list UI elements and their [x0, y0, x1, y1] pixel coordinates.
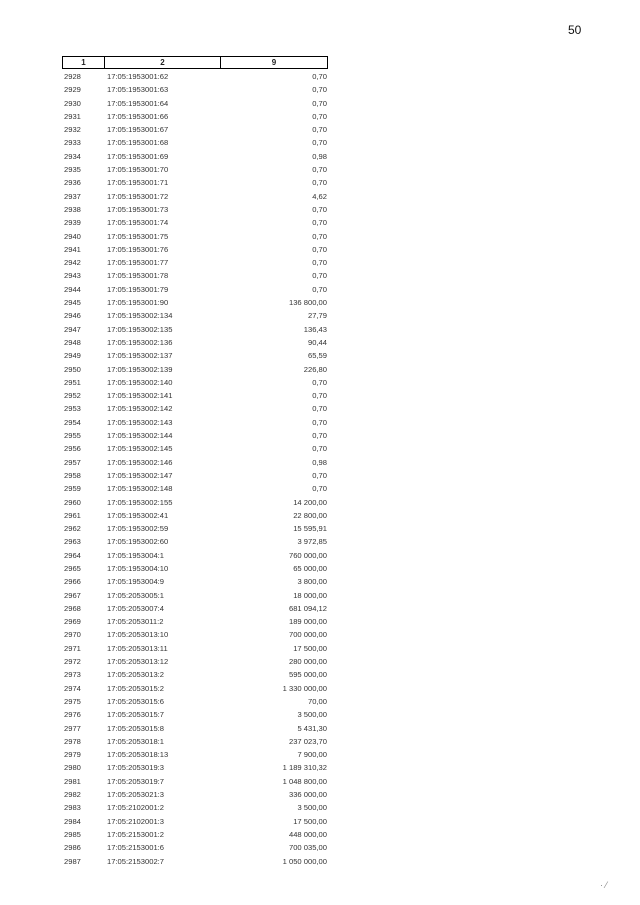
row-value: 1 189 310,32 [282, 763, 327, 773]
cadastral-number: 17:05:2053019:7 [107, 776, 165, 786]
table-row [62, 748, 328, 761]
cadastral-number: 17:05:2053013:2 [107, 670, 165, 680]
table-row [62, 376, 328, 389]
cadastral-number: 17:05:1953001:64 [107, 98, 169, 108]
table-row [62, 402, 328, 415]
row-number: 2956 [64, 444, 81, 454]
table-row [62, 429, 328, 442]
row-value: 0,70 [312, 417, 327, 427]
table-row [62, 296, 328, 309]
table-row [62, 562, 328, 575]
cadastral-number: 17:05:1953002:148 [107, 484, 173, 494]
cadastral-number: 17:05:1953001:70 [107, 165, 169, 175]
cadastral-number: 17:05:1953002:145 [107, 444, 173, 454]
header-col-9: 9 [271, 58, 277, 67]
cadastral-number: 17:05:1953001:74 [107, 218, 169, 228]
cadastral-number: 17:05:2153001:2 [107, 829, 165, 839]
cadastral-number: 17:05:1953001:72 [107, 191, 169, 201]
row-number: 2972 [64, 657, 81, 667]
cadastral-number: 17:05:2053015:2 [107, 683, 165, 693]
cadastral-number: 17:05:1953001:63 [107, 85, 169, 95]
row-number: 2942 [64, 258, 81, 268]
row-value: 1 050 000,00 [282, 856, 327, 866]
row-number: 2960 [64, 497, 81, 507]
row-value: 0,70 [312, 111, 327, 121]
row-value: 7 900,00 [297, 750, 327, 760]
cadastral-number: 17:05:1953001:67 [107, 125, 169, 135]
table-row [62, 788, 328, 801]
row-number: 2986 [64, 843, 81, 853]
row-value: 0,70 [312, 444, 327, 454]
table-row [62, 150, 328, 163]
table-row [62, 642, 328, 655]
row-number: 2938 [64, 204, 81, 214]
cadastral-number: 17:05:1953001:77 [107, 258, 169, 268]
cadastral-number: 17:05:2153001:6 [107, 843, 165, 853]
row-number: 2936 [64, 178, 81, 188]
row-value: 0,70 [312, 125, 327, 135]
table-row [62, 123, 328, 136]
table-row [62, 615, 328, 628]
table-row [62, 722, 328, 735]
row-number: 2968 [64, 603, 81, 613]
table-row [62, 336, 328, 349]
table-row [62, 203, 328, 216]
cadastral-number: 17:05:1953002:147 [107, 470, 173, 480]
row-value: 700 000,00 [288, 630, 327, 640]
table-row [62, 841, 328, 854]
cadastral-number: 17:05:1953002:144 [107, 431, 173, 441]
row-number: 2933 [64, 138, 81, 148]
cadastral-number: 17:05:2102001:2 [107, 803, 165, 813]
row-value: 189 000,00 [288, 617, 327, 627]
row-value: 27,79 [307, 311, 327, 321]
row-value: 65,59 [307, 351, 327, 361]
row-value: 22 800,00 [293, 510, 327, 520]
table-row [62, 442, 328, 455]
cadastral-number: 17:05:2053019:3 [107, 763, 165, 773]
row-value: 0,70 [312, 85, 327, 95]
cadastral-number: 17:05:1953002:142 [107, 404, 173, 414]
cadastral-number: 17:05:2053021:3 [107, 790, 165, 800]
table-row [62, 97, 328, 110]
table-row [62, 535, 328, 548]
row-number: 2945 [64, 298, 81, 308]
cadastral-number: 17:05:1953002:134 [107, 311, 173, 321]
table-row [62, 230, 328, 243]
cadastral-number: 17:05:2053013:10 [107, 630, 169, 640]
row-value: 0,70 [312, 271, 327, 281]
row-value: 136 800,00 [288, 298, 327, 308]
table-row [62, 801, 328, 814]
row-number: 2954 [64, 417, 81, 427]
row-value: 0,70 [312, 231, 327, 241]
row-value: 0,70 [312, 391, 327, 401]
row-number: 2941 [64, 244, 81, 254]
table-row [62, 269, 328, 282]
cadastral-number: 17:05:2053018:13 [107, 750, 169, 760]
row-value: 15 595,91 [293, 524, 327, 534]
row-value: 3 972,85 [297, 537, 327, 547]
cadastral-number: 17:05:1953004:1 [107, 550, 165, 560]
row-number: 2934 [64, 151, 81, 161]
cadastral-number: 17:05:2053007:4 [107, 603, 165, 613]
table-row [62, 775, 328, 788]
row-number: 2932 [64, 125, 81, 135]
row-number: 2980 [64, 763, 81, 773]
cadastral-number: 17:05:2053015:8 [107, 723, 165, 733]
row-value: 65 000,00 [293, 563, 327, 573]
table-row [62, 216, 328, 229]
cadastral-number: 17:05:1953002:60 [107, 537, 169, 547]
row-value: 0,70 [312, 98, 327, 108]
row-value: 226,80 [303, 364, 327, 374]
table-row [62, 176, 328, 189]
cadastral-number: 17:05:1953001:68 [107, 138, 169, 148]
table-row [62, 349, 328, 362]
cadastral-number: 17:05:2102001:3 [107, 816, 165, 826]
row-number: 2959 [64, 484, 81, 494]
row-number: 2966 [64, 577, 81, 587]
header-col-1: 1 [63, 57, 105, 68]
row-number: 2977 [64, 723, 81, 733]
cadastral-number: 17:05:1953002:146 [107, 457, 173, 467]
row-value: 0,70 [312, 138, 327, 148]
row-value: 70,00 [307, 696, 327, 706]
cadastral-number: 17:05:2053013:11 [107, 643, 168, 653]
row-number: 2975 [64, 696, 81, 706]
row-number: 2958 [64, 470, 81, 480]
table-row [62, 708, 328, 721]
row-number: 2964 [64, 550, 81, 560]
row-number: 2978 [64, 736, 81, 746]
row-number: 2955 [64, 431, 81, 441]
page-number: 50 [568, 23, 582, 37]
cadastral-number: 17:05:1953001:75 [107, 231, 169, 241]
table-row [62, 323, 328, 336]
row-number: 2983 [64, 803, 81, 813]
table-body [62, 70, 328, 868]
row-value: 14 200,00 [293, 497, 327, 507]
cadastral-number: 17:05:2153002:7 [107, 856, 165, 866]
row-value: 1 330 000,00 [282, 683, 327, 693]
row-value: 448 000,00 [288, 829, 327, 839]
cadastral-number: 17:05:1953004:10 [107, 563, 169, 573]
row-number: 2929 [64, 85, 81, 95]
scan-mark: · ⁄ [600, 880, 608, 890]
row-number: 2948 [64, 337, 81, 347]
table-row [62, 761, 328, 774]
row-number: 2957 [64, 457, 81, 467]
row-number: 2940 [64, 231, 81, 241]
table-row [62, 668, 328, 681]
row-value: 0,70 [312, 404, 327, 414]
table-row [62, 549, 328, 562]
row-value: 760 000,00 [288, 550, 327, 560]
table-row [62, 110, 328, 123]
table-row [62, 190, 328, 203]
row-value: 3 800,00 [297, 577, 327, 587]
cadastral-number: 17:05:1953002:41 [107, 510, 169, 520]
row-number: 2943 [64, 271, 81, 281]
table-row [62, 83, 328, 96]
row-number: 2973 [64, 670, 81, 680]
table-row [62, 575, 328, 588]
cadastral-number: 17:05:1953001:78 [107, 271, 169, 281]
row-number: 2985 [64, 829, 81, 839]
row-value: 17 500,00 [293, 816, 327, 826]
row-number: 2970 [64, 630, 81, 640]
cadastral-number: 17:05:1953002:155 [107, 497, 173, 507]
row-number: 2963 [64, 537, 81, 547]
row-value: 0,70 [312, 244, 327, 254]
table-row [62, 136, 328, 149]
row-value: 595 000,00 [288, 670, 327, 680]
row-value: 0,70 [312, 284, 327, 294]
header-col-2: 2 [105, 57, 221, 68]
table-row [62, 456, 328, 469]
row-value: 0,70 [312, 178, 327, 188]
row-value: 3 500,00 [297, 710, 327, 720]
table-row [62, 589, 328, 602]
row-value: 90,44 [307, 337, 327, 347]
row-number: 2952 [64, 391, 81, 401]
row-number: 2987 [64, 856, 81, 866]
row-value: 280 000,00 [288, 657, 327, 667]
cadastral-number: 17:05:1953001:79 [107, 284, 169, 294]
table-row [62, 496, 328, 509]
row-number: 2976 [64, 710, 81, 720]
cadastral-number: 17:05:2053015:6 [107, 696, 165, 706]
table-row [62, 655, 328, 668]
row-value: 237 023,70 [288, 736, 327, 746]
row-value: 0,70 [312, 165, 327, 175]
row-value: 17 500,00 [293, 643, 327, 653]
row-number: 2971 [64, 643, 81, 653]
row-number: 2967 [64, 590, 81, 600]
row-number: 2962 [64, 524, 81, 534]
table-row [62, 695, 328, 708]
table-row [62, 815, 328, 828]
row-number: 2944 [64, 284, 81, 294]
row-value: 5 431,30 [297, 723, 327, 733]
row-number: 2961 [64, 510, 81, 520]
cadastral-number: 17:05:1953001:71 [107, 178, 169, 188]
cadastral-number: 17:05:1953002:140 [107, 377, 173, 387]
cadastral-number: 17:05:1953002:136 [107, 337, 173, 347]
row-value: 700 035,00 [288, 843, 327, 853]
row-value: 0,70 [312, 72, 327, 81]
table-row [62, 416, 328, 429]
row-number: 2935 [64, 165, 81, 175]
row-value: 0,70 [312, 431, 327, 441]
cadastral-number: 17:05:1953002:59 [107, 524, 169, 534]
table-row [62, 469, 328, 482]
row-value: 3 500,00 [297, 803, 327, 813]
row-number: 2949 [64, 351, 81, 361]
row-number: 2984 [64, 816, 81, 826]
row-value: 0,70 [312, 377, 327, 387]
row-number: 2982 [64, 790, 81, 800]
cadastral-number: 17:05:1953002:139 [107, 364, 173, 374]
cadastral-number: 17:05:1953001:73 [107, 204, 169, 214]
cadastral-number: 17:05:2053005:1 [107, 590, 165, 600]
row-number: 2931 [64, 111, 81, 121]
table-row [62, 309, 328, 322]
row-number: 2969 [64, 617, 81, 627]
table-row [62, 389, 328, 402]
cadastral-number: 17:05:1953001:62 [107, 72, 169, 81]
table-row [62, 735, 328, 748]
row-value: 0,70 [312, 218, 327, 228]
row-number: 2928 [64, 72, 81, 81]
cadastral-number: 17:05:1953004:9 [107, 577, 165, 587]
row-number: 2930 [64, 98, 81, 108]
row-value: 0,98 [312, 151, 327, 161]
table-row [62, 163, 328, 176]
table-row [62, 602, 328, 615]
cadastral-number: 17:05:1953001:66 [107, 111, 169, 121]
cadastral-number: 17:05:2053011:2 [107, 617, 164, 627]
row-value: 681 094,12 [288, 603, 327, 613]
row-number: 2965 [64, 563, 81, 573]
data-table [62, 56, 328, 868]
table-row [62, 70, 328, 83]
row-value: 1 048 800,00 [282, 776, 327, 786]
table-row [62, 283, 328, 296]
row-number: 2981 [64, 776, 81, 786]
cadastral-number: 17:05:2053015:7 [107, 710, 165, 720]
table-header [62, 56, 328, 69]
row-number: 2937 [64, 191, 81, 201]
table-row [62, 363, 328, 376]
row-value: 136,43 [303, 324, 327, 334]
table-row [62, 509, 328, 522]
row-number: 2946 [64, 311, 81, 321]
row-number: 2974 [64, 683, 81, 693]
cadastral-number: 17:05:1953002:135 [107, 324, 173, 334]
table-row [62, 256, 328, 269]
table-row [62, 243, 328, 256]
cadastral-number: 17:05:1953002:143 [107, 417, 173, 427]
row-value: 4,62 [312, 191, 327, 201]
cadastral-number: 17:05:1953002:141 [107, 391, 173, 401]
cadastral-number: 17:05:1953001:69 [107, 151, 169, 161]
row-number: 2947 [64, 324, 81, 334]
table-row [62, 855, 328, 868]
row-value: 0,70 [312, 204, 327, 214]
table-row [62, 682, 328, 695]
row-value: 18 000,00 [293, 590, 327, 600]
cadastral-number: 17:05:1953002:137 [107, 351, 173, 361]
table-row [62, 522, 328, 535]
cadastral-number: 17:05:1953001:90 [107, 298, 169, 308]
row-number: 2979 [64, 750, 81, 760]
row-value: 0,70 [312, 470, 327, 480]
row-value: 0,70 [312, 258, 327, 268]
table-row [62, 828, 328, 841]
table-row [62, 482, 328, 495]
row-value: 336 000,00 [288, 790, 327, 800]
row-number: 2953 [64, 404, 81, 414]
row-number: 2951 [64, 377, 81, 387]
cadastral-number: 17:05:2053013:12 [107, 657, 169, 667]
row-number: 2939 [64, 218, 81, 228]
row-number: 2950 [64, 364, 81, 374]
row-value: 0,70 [312, 484, 327, 494]
table-row [62, 628, 328, 641]
cadastral-number: 17:05:2053018:1 [107, 736, 165, 746]
row-value: 0,98 [312, 457, 327, 467]
cadastral-number: 17:05:1953001:76 [107, 244, 169, 254]
